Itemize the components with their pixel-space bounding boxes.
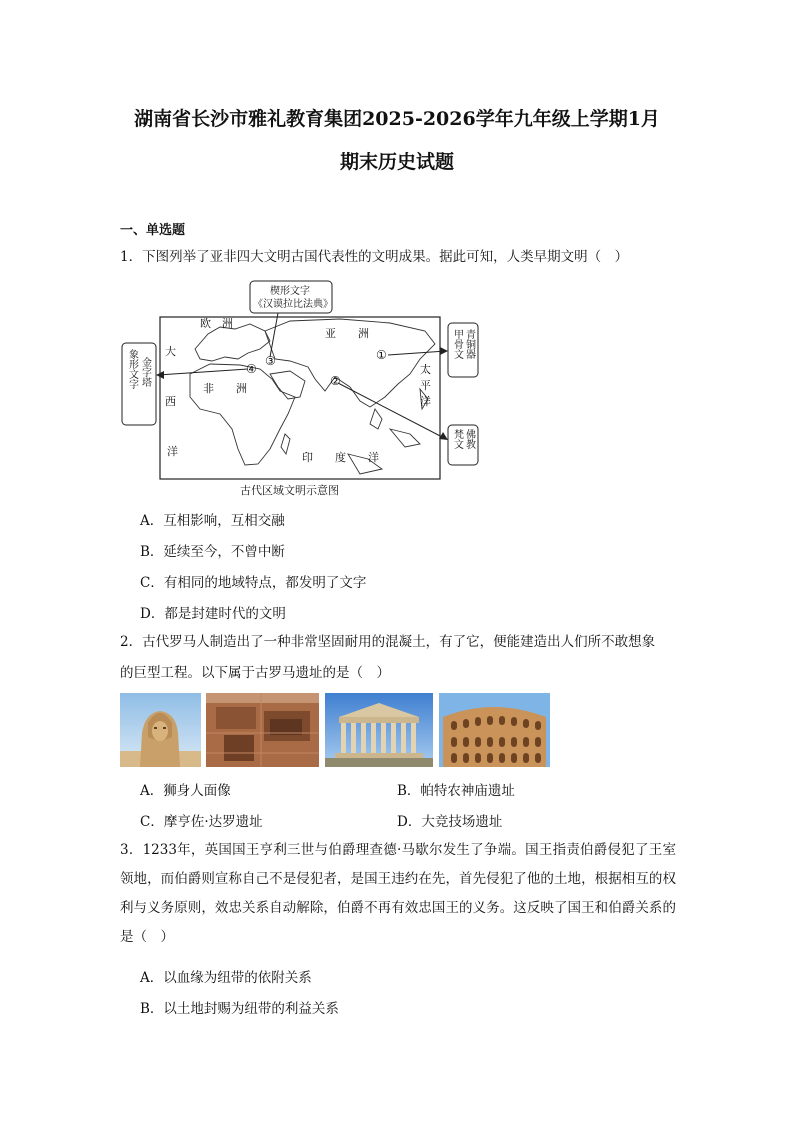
box-egypt-pyramid: 金字塔 [139, 357, 151, 387]
arrowhead-china [440, 347, 448, 355]
box-egypt-pictograph: 象形文字 [126, 349, 138, 389]
box-india-buddhism: 佛教 [463, 429, 475, 449]
label-asia: 亚 洲 [325, 327, 369, 340]
mohenjo-daro-photo [206, 693, 319, 767]
q1-stem: 1．下图列举了亚非四大文明古国代表性的文明成果。据此可知，人类早期文明（ ） [120, 249, 629, 265]
q3-stem: 3．1233年，英国国王亨利三世与伯爵理查德·马歇尔发生了争端。国王指责伯爵侵犯了王室领地，而伯爵则宣称自己不是侵犯者，是国王违约在先，首先侵犯了他的土地，根据相互的权利与义务原则，效忠关系自动解除，伯爵不再有效忠国王的义务。这反映了国王和伯爵关系的是（ ） [120, 842, 676, 945]
q2-option-c: C．摩亨佐·达罗遗址 [140, 814, 263, 830]
sphinx-photo [120, 693, 201, 767]
q1-option-c: C．有相同的地域特点，都发明了文字 [140, 575, 367, 591]
box-china-bronze: 青铜器 [463, 329, 475, 359]
box-cuneiform-line1: 楔形文字 [270, 286, 310, 297]
q2-stem-line-1: 2．古代罗马人制造出了一种非常坚固耐用的混凝土，有了它，便能建造出人们所不敢想象 [120, 634, 656, 650]
colosseum-photo [439, 693, 550, 767]
q2-option-d: D．大竞技场遗址 [397, 814, 503, 830]
parthenon-photo [325, 693, 433, 767]
q1-option-b: B．延续至今，不曾中断 [140, 544, 285, 560]
label-pacific-1: 太 [420, 363, 431, 376]
marker-4: ④ [246, 362, 257, 376]
marker-2: ② [330, 374, 341, 388]
q2-option-a: A．狮身人面像 [140, 783, 231, 799]
label-africa: 非 洲 [203, 382, 247, 395]
label-atlantic-2: 西 [165, 395, 176, 408]
label-atlantic-1: 大 [165, 345, 176, 358]
q1-option-a: A．互相影响，互相交融 [140, 513, 285, 529]
q2-option-b: B．帕特农神庙遗址 [397, 783, 515, 799]
label-atlantic-3: 洋 [167, 445, 178, 458]
label-pacific-2: 平 [420, 379, 431, 392]
q3-option-b: B．以土地封赐为纽带的利益关系 [140, 1001, 339, 1017]
q2-stem-line-2: 的巨型工程。以下属于古罗马遗址的是（ ） [120, 665, 390, 681]
marker-1: ① [376, 348, 387, 362]
box-india-sanskrit: 梵文 [451, 429, 463, 449]
map-caption: 古代区域文明示意图 [240, 484, 339, 497]
label-europe: 欧 洲 [200, 317, 233, 330]
box-china-oracle: 甲骨文 [451, 329, 463, 359]
q1-option-d: D．都是封建时代的文明 [140, 606, 286, 622]
label-pacific-3: 洋 [420, 395, 431, 408]
title-line-1: 湖南省长沙市雅礼教育集团2025-2026学年九年级上学期1月 [134, 108, 660, 130]
title-line-2: 期末历史试题 [339, 151, 454, 173]
q3-option-a: A．以血缘为纽带的依附关系 [140, 970, 312, 986]
ancient-civilization-map [120, 279, 480, 497]
section-heading: 一、单选题 [120, 223, 186, 238]
box-cuneiform-line2: 《汉谟拉比法典》 [253, 299, 333, 310]
label-indian-ocean: 印 度 洋 [302, 451, 379, 464]
marker-3: ③ [265, 354, 276, 368]
